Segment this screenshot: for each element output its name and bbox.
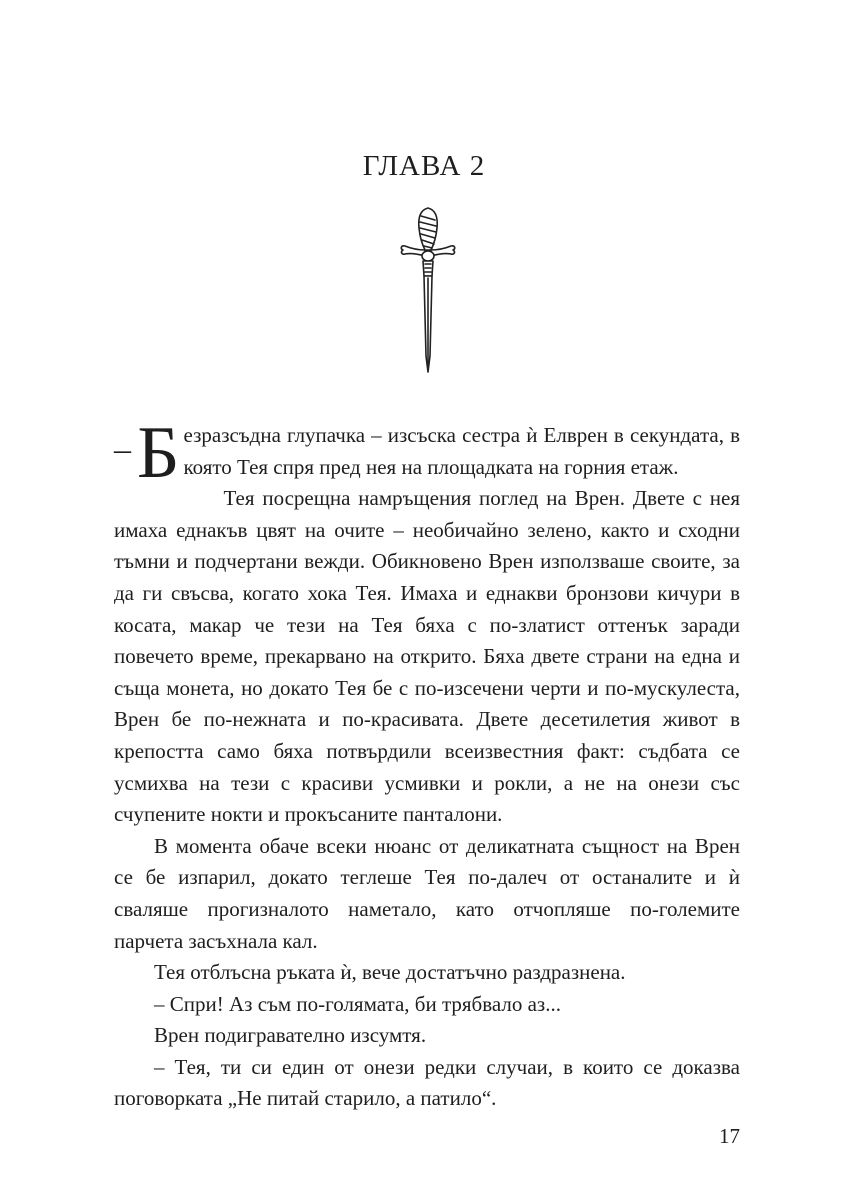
drop-cap: Б xyxy=(137,412,180,494)
chapter-text xyxy=(114,412,740,1115)
paragraph: Врен подигравателно изсумтя. xyxy=(154,1023,427,1048)
opening-dash: – xyxy=(114,431,131,468)
paragraph: Тея отблъсна ръката ѝ, вече достатъчно раздразнена. xyxy=(154,960,626,985)
paragraph-text: езразсъдна глупачка – изсъска сестра ѝ Елврен в секундата, в която Тея спря пред нея на площадката на горния етаж. xyxy=(183,423,740,479)
page-number: 17 xyxy=(719,1124,740,1148)
chapter-title: ГЛАВА 2 xyxy=(362,150,486,182)
paragraph-opening xyxy=(114,412,740,494)
dialogue-line: – Тея, ти си един от онези редки случаи, в които се доказва поговорката „Не питай старило, а патило“. xyxy=(114,1054,740,1111)
paragraph: В момента обаче всеки нюанс от деликатната същност на Врен се бе изпарил, докато теглеше Тея по-далеч от останалите и ѝ сваляше прогизналото наметало, като отчопляше по-големите парчета засъхнала кал. xyxy=(114,833,740,953)
paragraph: Тея посрещна намръщения поглед на Врен. Двете с нея имаха еднакъв цвят на очите – необичайно зелено, както и сходни тъмни и подчертани вежди. Обикновено Врен използваше своите, за да ги свъсва, когато хока Тея. Имаха и еднакви бронзови кичури в косата, макар че тези на Тея бяха с по-златист оттенък заради повечето време, прекарвано на открито. Бяха двете страни на една и съща монета, но докато Тея бе с по-изсечени черти и по-мускулеста, Врен бе по-нежната и по-красивата. Двете десетилетия живот в крепостта само бяха потвърдили всеизвестния факт: съдбата се усмихва на тези с красиви усмивки и рокли, а не на онези със счупените нокти и прокъсаните панталони. xyxy=(114,486,740,827)
dagger-icon xyxy=(396,206,460,376)
dialogue-line: – Спри! Аз съм по-голямата, би трябвало аз... xyxy=(154,991,561,1016)
